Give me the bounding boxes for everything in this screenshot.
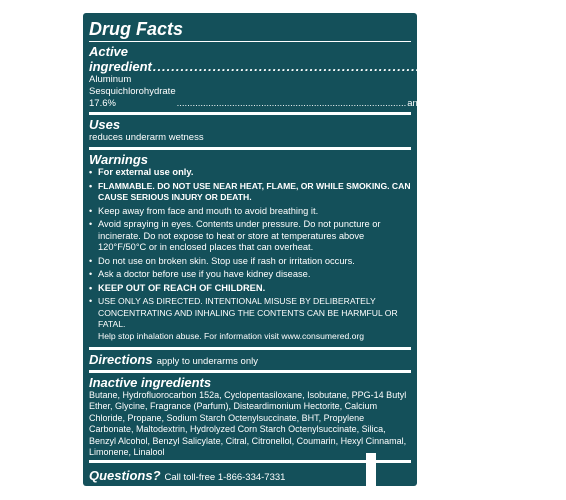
warning-item: • FLAMMABLE. DO NOT USE NEAR HEAT, FLAME, OR WHILE SMOKING. CAN CAUSE SERIOUS INJURY OR DEATH. xyxy=(89,180,411,202)
active-ingredient-name: Aluminum Sesquichlorohydrate 17.6% xyxy=(89,74,176,109)
warning-item: • USE ONLY AS DIRECTED. INTENTIONAL MISUSE BY DELIBERATELY CONCENTRATING AND INHALING THE CONTENTS CAN BE HARMFUL OR FATAL. Help stop inhalation abuse. For information visit www.consumered.org xyxy=(89,296,398,341)
leader-dots: ....................................................................................... xyxy=(176,98,407,109)
directions-text: apply to underarms only xyxy=(156,356,258,367)
directions-heading: Directions xyxy=(89,352,153,367)
questions-phone: Call toll-free 1-866-334-7331 xyxy=(164,472,286,484)
uses-section xyxy=(89,115,411,147)
questions-heading: Questions? xyxy=(89,468,161,484)
inactive-ingredients-section xyxy=(89,373,411,460)
warning-item: • Ask a doctor before use if you have kidney disease. xyxy=(89,269,311,279)
warning-item: • For external use only. xyxy=(89,167,194,177)
inactive-ingredients-text: Butane, Hydrofluorocarbon 152a, Cyclopentasiloxane, Isobutane, PPG-14 Butyl Ether, Glycine, Fragrance (Parfum), Disteardimonium Hectorite, Calcium Chloride, Propane, Sodium Starch Octenylsuccinate, BHT, Propylene Carbonate, Maltodextrin, Hydrolyzed Corn Starch Octenylsuccinate, Silica, Benzyl Alcohol, Benzyl Salicylate, Citral, Citronellol, Coumarin, Hexyl Cinnamal, Limonene, Linalool xyxy=(89,390,407,458)
panel-notch xyxy=(366,453,376,486)
purpose-heading: Purpose xyxy=(513,59,566,74)
warnings-list xyxy=(89,167,411,347)
drug-facts-header xyxy=(89,13,411,41)
inactive-ingredients-heading: Inactive ingredients xyxy=(89,375,212,390)
warning-item: • Do not use on broken skin. Stop use if rash or irritation occurs. xyxy=(89,255,355,266)
active-ingredient-purpose: antiperspirant xyxy=(407,98,465,109)
inhalation-note: Help stop inhalation abuse. For information visit www.consumered.org xyxy=(98,330,365,341)
warning-item: • KEEP OUT OF REACH OF CHILDREN. xyxy=(89,282,266,293)
warning-item: • Keep away from face and mouth to avoid breathing it. xyxy=(89,205,319,216)
active-ingredient-section xyxy=(89,42,566,112)
uses-text: reduces underarm wetness xyxy=(89,132,204,143)
uses-heading: Uses xyxy=(89,117,121,132)
drug-facts-panel xyxy=(83,13,566,486)
leader-dots: .............................................................................. xyxy=(152,59,513,74)
warnings-section xyxy=(89,150,411,347)
active-ingredient-heading: Active ingredient xyxy=(89,44,152,74)
drug-facts-title: Drug Facts xyxy=(89,19,184,39)
directions-section xyxy=(89,350,411,370)
questions-section xyxy=(89,463,411,484)
warnings-heading: Warnings xyxy=(89,152,148,167)
warning-item: • Avoid spraying in eyes. Contents under pressure. Do not puncture or incinerate. Do not expose to heat or store at temperatures above 120°F/50°C or in enclosed places that can overheat. xyxy=(89,219,381,252)
